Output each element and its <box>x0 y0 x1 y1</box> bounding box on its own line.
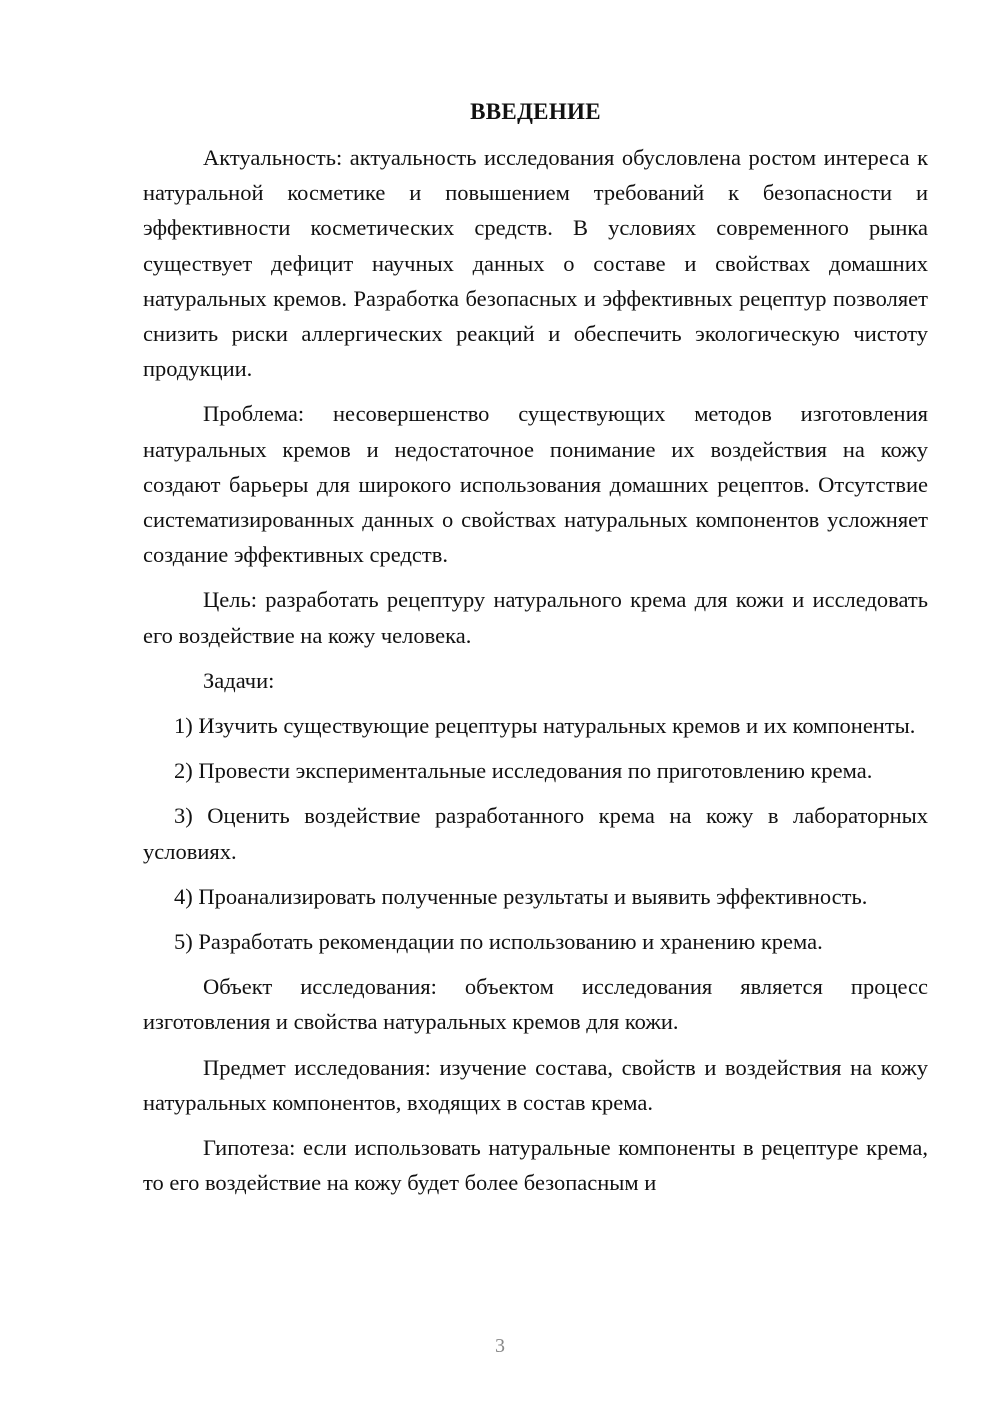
object-paragraph: Объект исследования: объектом исследования является процесс изготовления и свойства натуральных кремов для кожи. <box>143 974 928 1035</box>
task-item-4: 4) Проанализировать полученные результаты и выявить эффективность. <box>174 883 868 909</box>
task-item-5: 5) Разработать рекомендации по использованию и хранению крема. <box>174 929 823 955</box>
goal-paragraph: Цель: разработать рецептуру натурального крема для кожи и исследовать его воздействие на кожу человека. <box>143 587 928 648</box>
page-number: 3 <box>495 1335 505 1357</box>
task-item-1: 1) Изучить существующие рецептуры натуральных кремов и их компоненты. <box>174 713 916 739</box>
hypothesis-paragraph: Гипотеза: если использовать натуральные компоненты в рецептуре крема, то его воздействие на кожу будет более безопасным и <box>143 1135 928 1196</box>
subject-paragraph: Предмет исследования: изучение состава, свойств и воздействия на кожу натуральных компонентов, входящих в состав крема. <box>143 1054 928 1115</box>
tasks-label: Задачи: <box>203 667 275 693</box>
task-item-3: 3) Оценить воздействие разработанного крема на кожу в лабораторных условиях. <box>143 803 928 864</box>
relevance-paragraph: Актуальность: актуальность исследования обусловлена ростом интереса к натуральной косметике и повышением требований к безопасности и эффективности косметических средств. В условиях современного рынка существует дефицит научных данных о составе и свойствах домашних натуральных кремов. Разработка безопасных и эффективных рецептур позволяет снизить риски аллергических реакций и обеспечить экологическую чистоту продукции. <box>143 145 928 382</box>
page-title: ВВЕДЕНИЕ <box>470 99 601 124</box>
page-content <box>143 94 928 1200</box>
task-item-2: 2) Провести экспериментальные исследования по приготовлению крема. <box>174 758 873 784</box>
problem-paragraph: Проблема: несовершенство существующих методов изготовления натуральных кремов и недостаточное понимание их воздействия на кожу создают барьеры для широкого использования домашних рецептов. Отсутствие систематизированных данных о свойствах натуральных компонентов усложняет создание эффективных средств. <box>143 401 928 568</box>
